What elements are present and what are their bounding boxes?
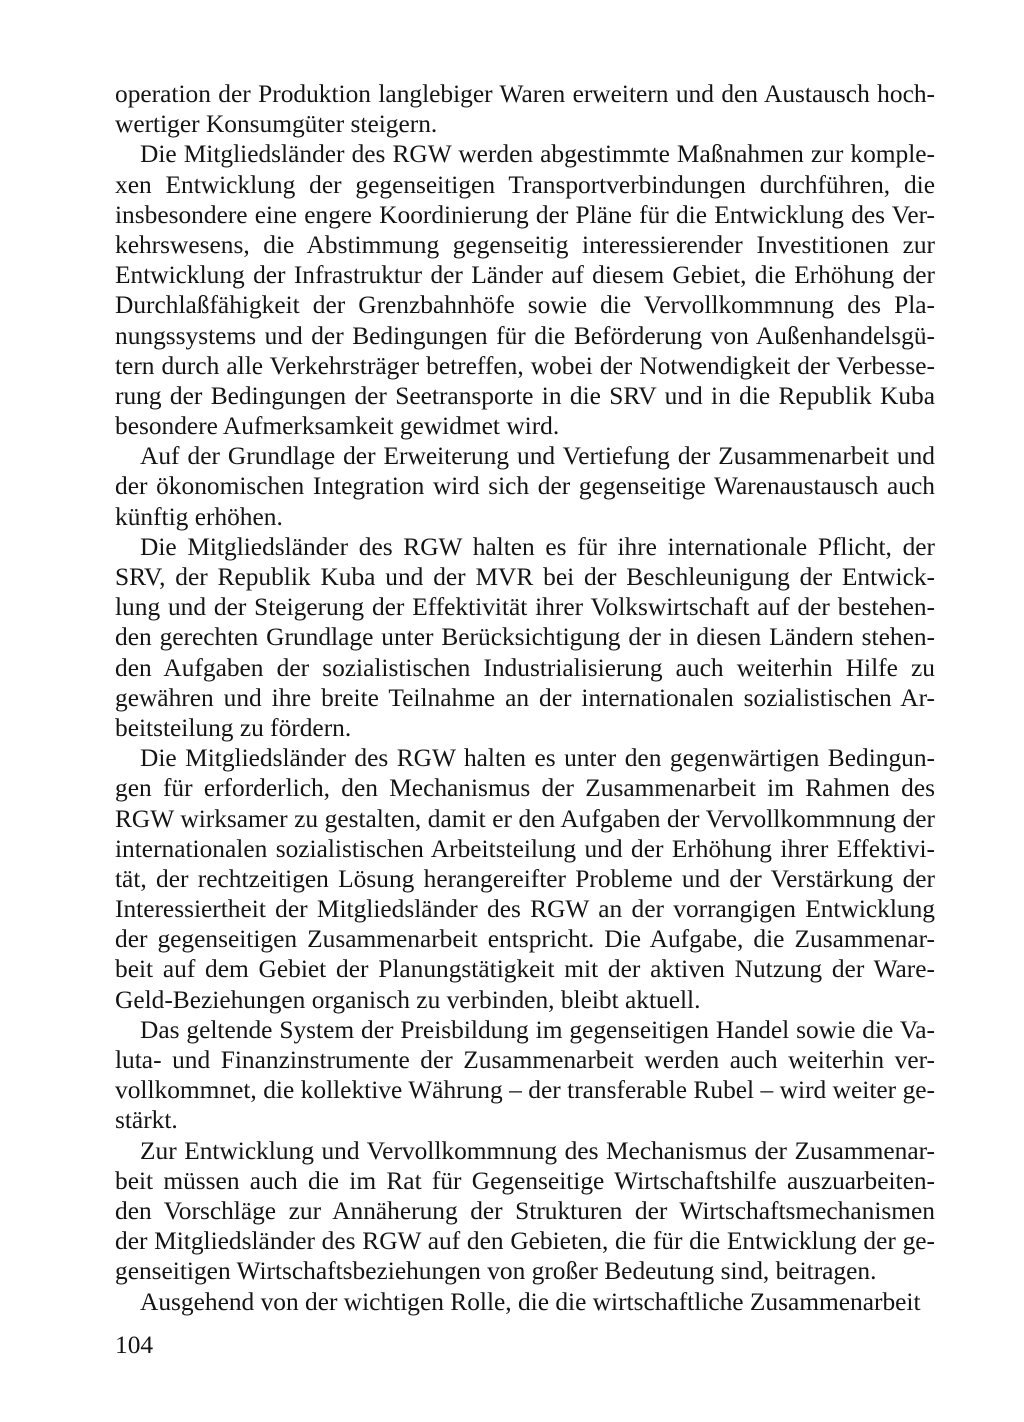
text-line: der Mitgliedsländer des RGW auf den Gebieten, die für die Entwicklung der ge- — [115, 1227, 935, 1256]
text-line: operation der Produktion langlebiger Waren erweitern und den Austausch hoch- — [115, 80, 935, 108]
text-line: Geld-Beziehungen organisch zu verbinden, bleibt aktuell. — [115, 985, 701, 1014]
text-line: Ausgehend von der wichtigen Rolle, die die wirtschaftliche Zusammenarbeit — [140, 1287, 921, 1316]
text-line: beit auf dem Gebiet der Planungstätigkeit mit der aktiven Nutzung der Ware- — [115, 955, 935, 984]
text-line: SRV, der Republik Kuba und der MVR bei der Beschleunigung der Entwick- — [115, 563, 935, 591]
text-line: rung der Bedingungen der Seetransporte in die SRV und in die Republik Kuba — [115, 381, 935, 410]
page-number: 104 — [115, 1331, 154, 1359]
text-line: künftig erhöhen. — [115, 502, 283, 531]
text-line: Die Mitgliedsländer des RGW halten es unter den gegenwärtigen Bedingun- — [140, 744, 935, 773]
text-line: Die Mitgliedsländer des RGW halten es für ihre internationale Pflicht, der — [140, 532, 935, 561]
text-line: Die Mitgliedsländer des RGW werden abgestimmte Maßnahmen zur komple- — [140, 140, 935, 169]
text-line: tern durch alle Verkehrsträger betreffen, wobei der Notwendigkeit der Verbesse- — [115, 351, 935, 380]
text-line: wertiger Konsumgüter steigern. — [115, 110, 438, 139]
text-line: xen Entwicklung der gegenseitigen Transportverbindungen durchführen, die — [115, 170, 935, 199]
text-line: den Vorschläge zur Annäherung der Strukturen der Wirtschaftsmechanismen — [115, 1196, 935, 1225]
text-line: genseitigen Wirtschaftsbeziehungen von großer Bedeutung sind, beitragen. — [115, 1257, 877, 1286]
paragraph — [115, 532, 935, 743]
body-text — [115, 79, 935, 1317]
text-line: beitsteilung zu fördern. — [115, 713, 352, 742]
text-line: der gegenseitigen Zusammenarbeit entspricht. Die Aufgabe, die Zusammenar- — [115, 925, 935, 954]
text-line: kehrswesens, die Abstimmung gegenseitig interessierender Investitionen zur — [115, 230, 935, 259]
text-line: Interessiertheit der Mitgliedsländer des RGW an der vorrangigen Entwicklung — [115, 895, 935, 924]
text-line: stärkt. — [115, 1106, 178, 1135]
text-line: gewähren und ihre breite Teilnahme an der internationalen sozialistischen Ar- — [115, 683, 935, 712]
paragraph — [115, 1136, 935, 1287]
text-line: Das geltende System der Preisbildung im gegenseitigen Handel sowie die Va- — [140, 1015, 935, 1044]
text-line: lung und der Steigerung der Effektivität ihrer Volkswirtschaft auf der bestehen- — [115, 593, 935, 622]
paragraph — [115, 1015, 935, 1136]
text-line: tät, der rechtzeitigen Lösung herangereifter Probleme und der Verstärkung der — [115, 864, 935, 893]
text-line: besondere Aufmerksamkeit gewidmet wird. — [115, 412, 560, 441]
text-line: Auf der Grundlage der Erweiterung und Vertiefung der Zusammenarbeit und — [140, 442, 935, 471]
text-line: Durchlaßfähigkeit der Grenzbahnhöfe sowie die Vervollkommnung des Pla- — [115, 291, 935, 320]
text-line: insbesondere eine engere Koordinierung der Pläne für die Entwicklung des Ver- — [115, 200, 935, 229]
text-line: luta- und Finanzinstrumente der Zusammenarbeit werden auch weiterhin ver- — [115, 1046, 935, 1074]
text-line: den Aufgaben der sozialistischen Industrialisierung auch weiterhin Hilfe zu — [115, 653, 935, 682]
paragraph — [115, 743, 935, 1015]
text-line: gen für erforderlich, den Mechanismus der Zusammenarbeit im Rahmen des — [115, 774, 935, 803]
text-line: nungssystems und der Bedingungen für die Beförderung von Außenhandelsgü- — [115, 321, 935, 350]
paragraph — [115, 139, 935, 441]
text-line: RGW wirksamer zu gestalten, damit er den Aufgaben der Vervollkommnung der — [115, 804, 935, 833]
paragraph — [115, 441, 935, 532]
text-line: den gerechten Grundlage unter Berücksichtigung der in diesen Ländern stehen- — [115, 623, 935, 652]
text-line: internationalen sozialistischen Arbeitsteilung und der Erhöhung ihrer Effektivi- — [115, 834, 935, 863]
text-line: Zur Entwicklung und Vervollkommnung des Mechanismus der Zusammenar- — [140, 1136, 935, 1165]
paragraph — [115, 1287, 935, 1317]
paragraph — [115, 79, 935, 139]
text-line: der ökonomischen Integration wird sich der gegenseitige Warenaustausch auch — [115, 472, 935, 501]
text-line: beit müssen auch die im Rat für Gegenseitige Wirtschaftshilfe auszuarbeiten- — [115, 1166, 935, 1195]
text-line: vollkommnet, die kollektive Währung – der transferable Rubel – wird weiter ge- — [115, 1076, 935, 1105]
text-line: Entwicklung der Infrastruktur der Länder auf diesem Gebiet, die Erhöhung der — [115, 261, 935, 290]
